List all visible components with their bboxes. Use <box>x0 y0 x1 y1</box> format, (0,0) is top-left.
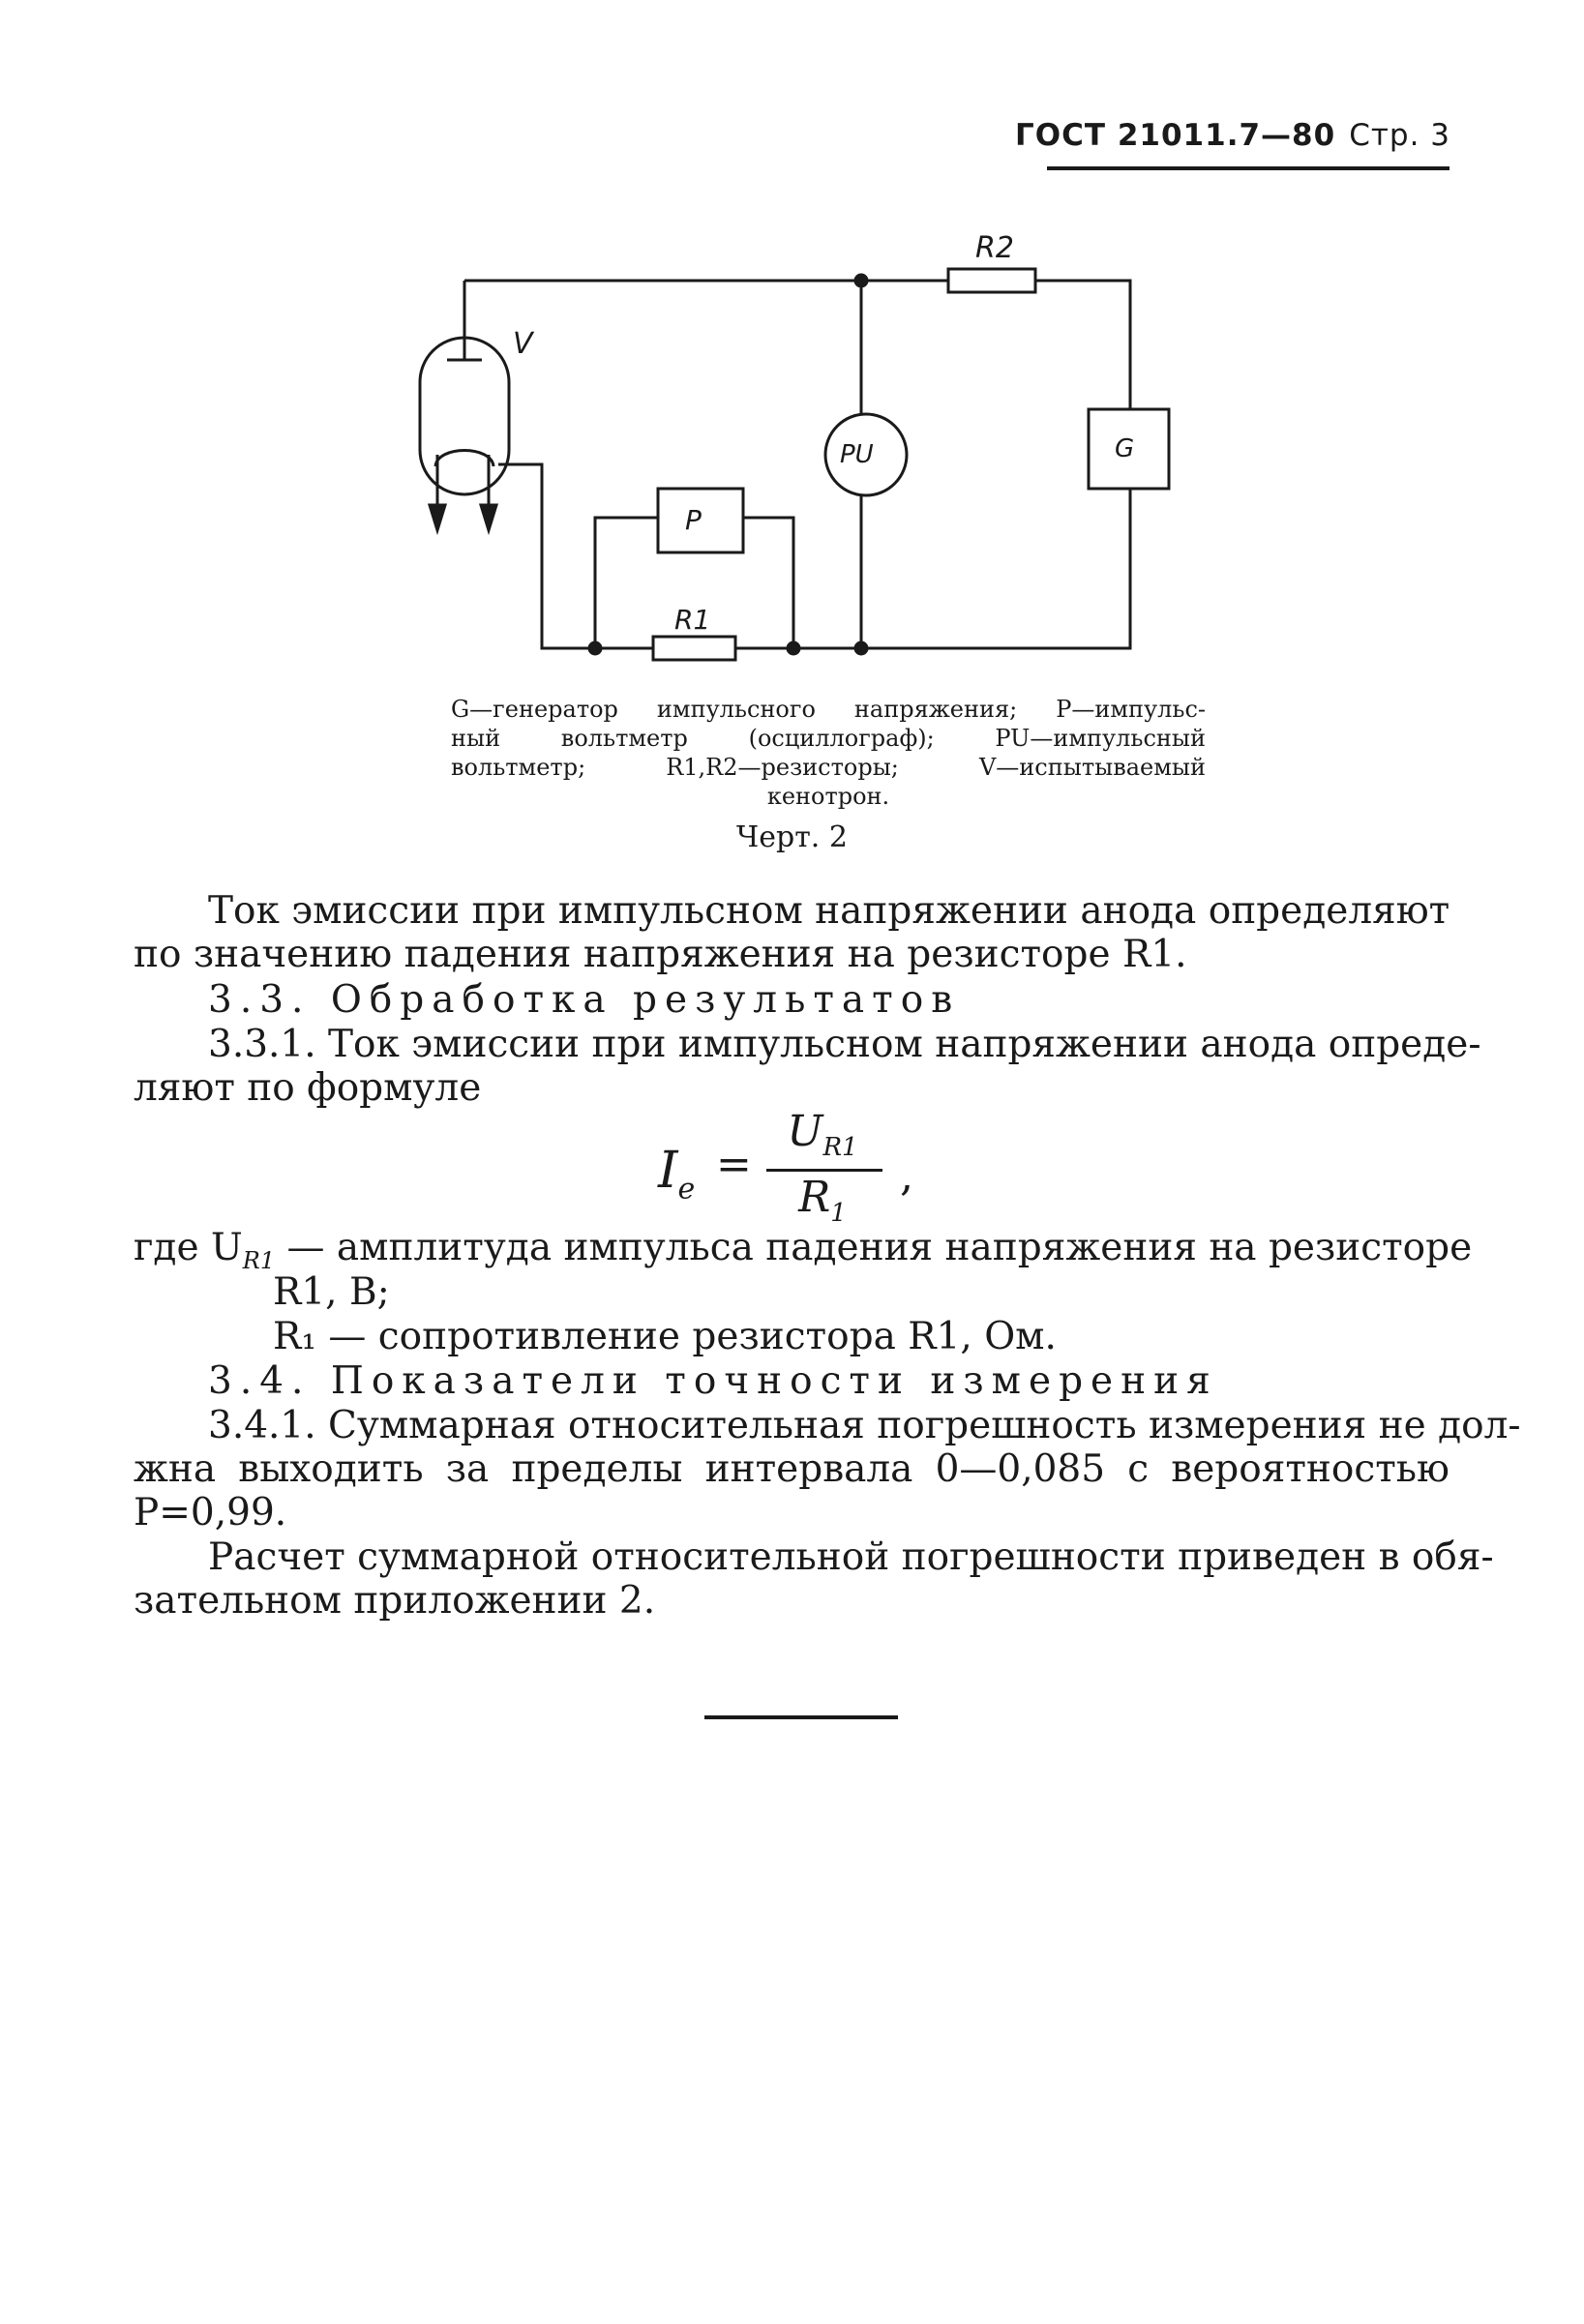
heater-arrow-head-right <box>481 505 496 530</box>
heater-arrow-head-left <box>430 505 445 530</box>
figure-label: Черт. 2 <box>736 820 848 854</box>
formula-denominator: $R_1$ <box>798 1173 847 1228</box>
section-heading-3-4: 3.4. Показатели точности измерения <box>208 1359 1218 1403</box>
caption-line: вольтметр; R1,R2—резисторы; V—испытываемый <box>451 754 1206 781</box>
label-v: V <box>513 327 533 361</box>
circuit-diagram <box>0 0 1584 697</box>
label-p: P <box>685 504 702 536</box>
paragraph-line: зательном приложении 2. <box>134 1579 656 1623</box>
caption-line: G—генератор импульсного напряжения; P—импульс- <box>451 696 1206 723</box>
paragraph-line: 3.4.1. Суммарная относительная погрешность измерения не дол- <box>208 1404 1521 1447</box>
caption-line: ный вольтметр (осциллограф); PU—импульсный <box>451 725 1206 752</box>
where-line-3: R₁ — сопротивление резистора R1, Ом. <box>273 1315 1057 1358</box>
paragraph-line: 3.3.1. Ток эмиссии при импульсном напряжении анода опреде- <box>208 1023 1481 1066</box>
paragraph-line: Расчет суммарной относительной погрешности приведен в обя- <box>208 1535 1494 1579</box>
formula-numerator: $U_{R1}$ <box>787 1107 858 1162</box>
end-rule <box>704 1715 898 1719</box>
label-r2: R2 <box>975 231 1014 265</box>
figure-caption <box>451 695 1206 811</box>
formula-equals: = <box>716 1140 752 1189</box>
wire-cathode <box>498 464 595 648</box>
tube-anode-plate <box>447 343 482 360</box>
section-heading-3-3: 3.3. Обработка результатов <box>208 978 961 1022</box>
resistor-r1 <box>653 637 735 660</box>
top-wire <box>464 281 1130 409</box>
paragraph-line: жна выходить за пределы интервала 0—0,085 с вероятностью <box>134 1447 1450 1491</box>
wire-g-bottom <box>861 489 1130 648</box>
paragraph-line: ляют по формуле <box>134 1066 482 1110</box>
label-r1: R1 <box>674 604 711 636</box>
tube-cathode <box>435 451 493 467</box>
paragraph-line: по значению падения напряжения на резисторе R1. <box>134 933 1187 976</box>
paragraph-line: Ток эмиссии при импульсном напряжении анода определяют <box>208 889 1450 933</box>
where-line-1: где $U_{R1}$ — амплитуда импульса падения напряжения на резисторе <box>134 1226 1473 1274</box>
label-pu: PU <box>840 440 874 469</box>
formula-comma: , <box>900 1151 913 1201</box>
standard-code: ГОСТ 21011.7—80 <box>1015 118 1336 153</box>
formula-lhs: $I_e$ <box>658 1142 696 1207</box>
where-line-2: R1, В; <box>273 1270 390 1314</box>
paragraph-line: P=0,99. <box>134 1491 287 1534</box>
resistor-r2 <box>948 269 1035 292</box>
fraction-bar <box>766 1169 882 1172</box>
label-g: G <box>1115 434 1135 463</box>
caption-line: кенотрон. <box>766 783 890 810</box>
page-number: Стр. 3 <box>1349 118 1450 153</box>
